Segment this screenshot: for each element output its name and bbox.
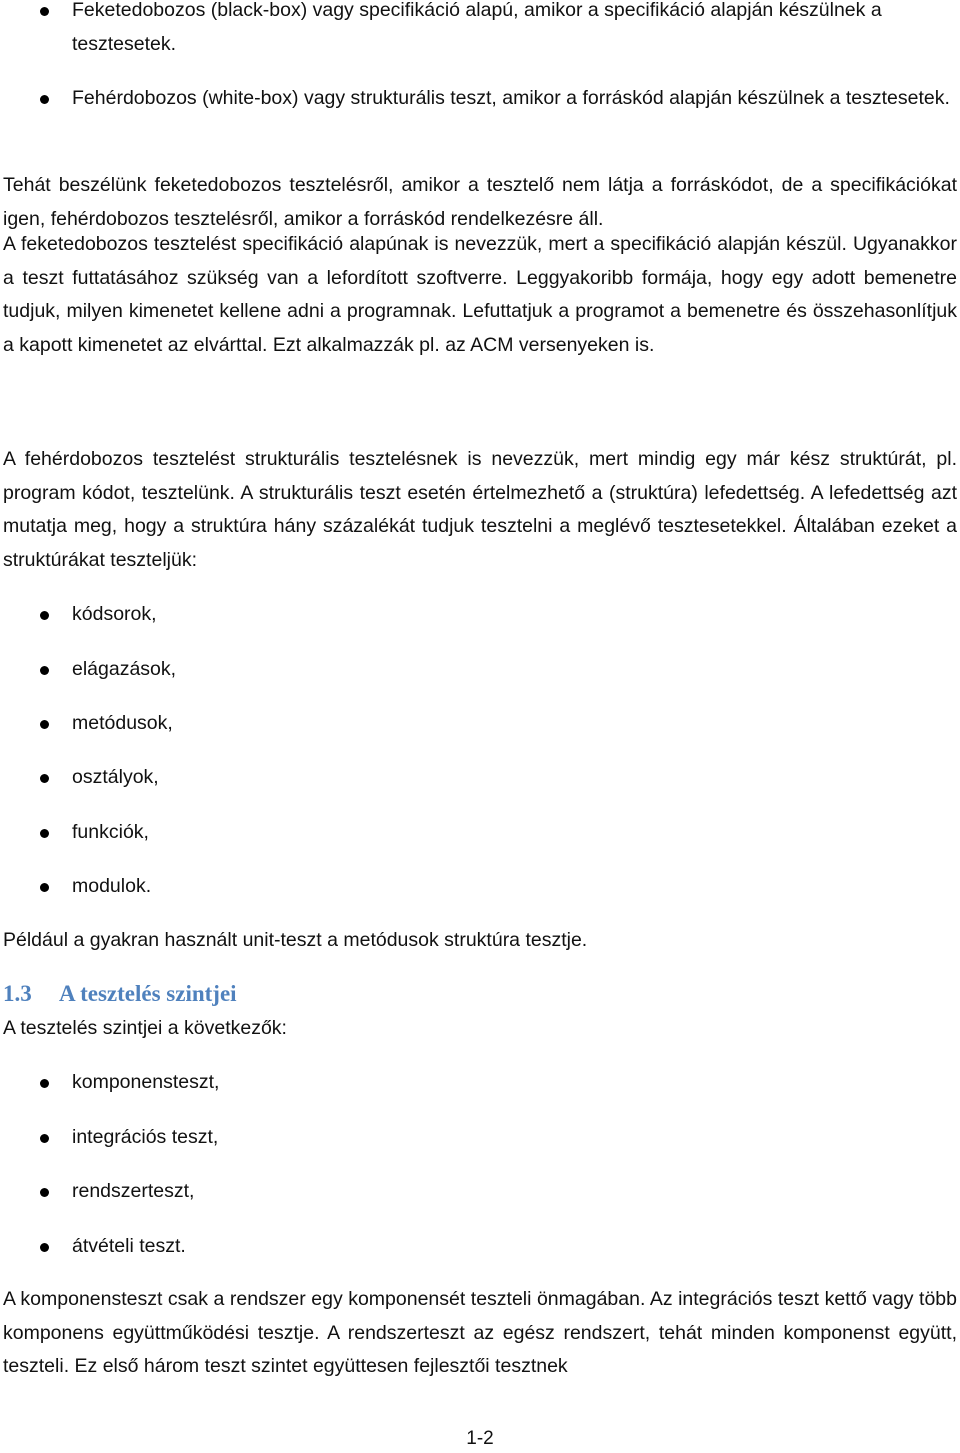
paragraph-unit-test: Például a gyakran használt unit-teszt a metódusok struktúra tesztje. bbox=[3, 929, 588, 951]
list-item-text: kódsorok, bbox=[72, 603, 157, 625]
paragraph-blackbox-description: A feketedobozos tesztelést specifikáció alapúnak is nevezzük, mert a specifikáció alapján készül. Ugyanakkor a teszt futtatásához szükség van a lefordított szoftverre. Leggyakoribb formája, hogy egy adott bemenetre tudjuk, milyen kimenetet kellene adni a programnak. Lefuttatjuk a programot a bemenetre és összehasonlítjuk a kapott kimenetet az elvárttal. Ezt alkalmazzák pl. az ACM versenyeken is. bbox=[3, 233, 957, 356]
bullet-icon bbox=[40, 666, 49, 675]
list-item-text: rendszerteszt, bbox=[72, 1180, 195, 1202]
bullet-icon bbox=[40, 829, 49, 838]
bullet-icon bbox=[40, 1134, 49, 1143]
list-item-text: Fehérdobozos (white-box) vagy strukturális teszt, amikor a forráskód alapján készülnek a tesztesetek. bbox=[72, 87, 950, 109]
bullet-icon bbox=[40, 1243, 49, 1252]
list-item-text: Feketedobozos (black-box) vagy specifikáció alapú, amikor a specifikáció alapján készülnek a tesztesetek. bbox=[72, 0, 882, 55]
list-item-text: funkciók, bbox=[72, 821, 149, 843]
paragraph-levels-intro: A tesztelés szintjei a következők: bbox=[3, 1017, 287, 1039]
bullet-icon bbox=[40, 774, 49, 783]
bullet-icon bbox=[40, 95, 49, 104]
bullet-icon bbox=[40, 1079, 49, 1088]
bullet-icon bbox=[40, 883, 49, 892]
bullet-icon bbox=[40, 720, 49, 729]
section-heading bbox=[3, 977, 237, 1011]
section-title: A tesztelés szintjei bbox=[59, 981, 237, 1006]
paragraph-levels-description: A komponensteszt csak a rendszer egy komponensét teszteli önmagában. Az integrációs teszt kettő vagy több komponens együttműködési tesztje. A rendszerteszt az egész rendszert, tehát minden komponenst együtt, teszteli. Ez első három teszt szintet együttesen fejlesztői tesztnek bbox=[3, 1288, 957, 1377]
list-item-text: metódusok, bbox=[72, 712, 173, 734]
page-number: 1-2 bbox=[466, 1428, 494, 1449]
bullet-icon bbox=[40, 611, 49, 620]
bullet-icon bbox=[40, 1188, 49, 1197]
list-item-text: modulok. bbox=[72, 875, 152, 897]
paragraph-whitebox-description: A fehérdobozos tesztelést strukturális tesztelésnek is nevezzük, mert mindig egy már kész struktúrát, pl. program kódot, tesztelünk. A strukturális teszt esetén értelmezhető a (struktúra) lefedettség. A lefedettség azt mutatja meg, hogy a struktúra hány százalékát tudjuk tesztelni a meglévő tesztesetekkel. Általában ezeket a struktúrákat teszteljük: bbox=[3, 448, 957, 571]
list-item-text: integrációs teszt, bbox=[72, 1126, 219, 1148]
list-item-text: elágazások, bbox=[72, 658, 177, 680]
list-item-text: komponensteszt, bbox=[72, 1071, 220, 1093]
list-item-text: átvételi teszt. bbox=[72, 1235, 186, 1257]
list-item-text: osztályok, bbox=[72, 766, 159, 788]
bullet-icon bbox=[40, 7, 49, 16]
section-number: 1.3 bbox=[3, 981, 32, 1006]
paragraph-blackbox-whitebox-summary: Tehát beszélünk feketedobozos tesztelésről, amikor a tesztelő nem látja a forráskódot, de a specifikációkat igen, fehérdobozos tesztelésről, amikor a forráskód rendelkezésre áll. bbox=[3, 174, 957, 230]
